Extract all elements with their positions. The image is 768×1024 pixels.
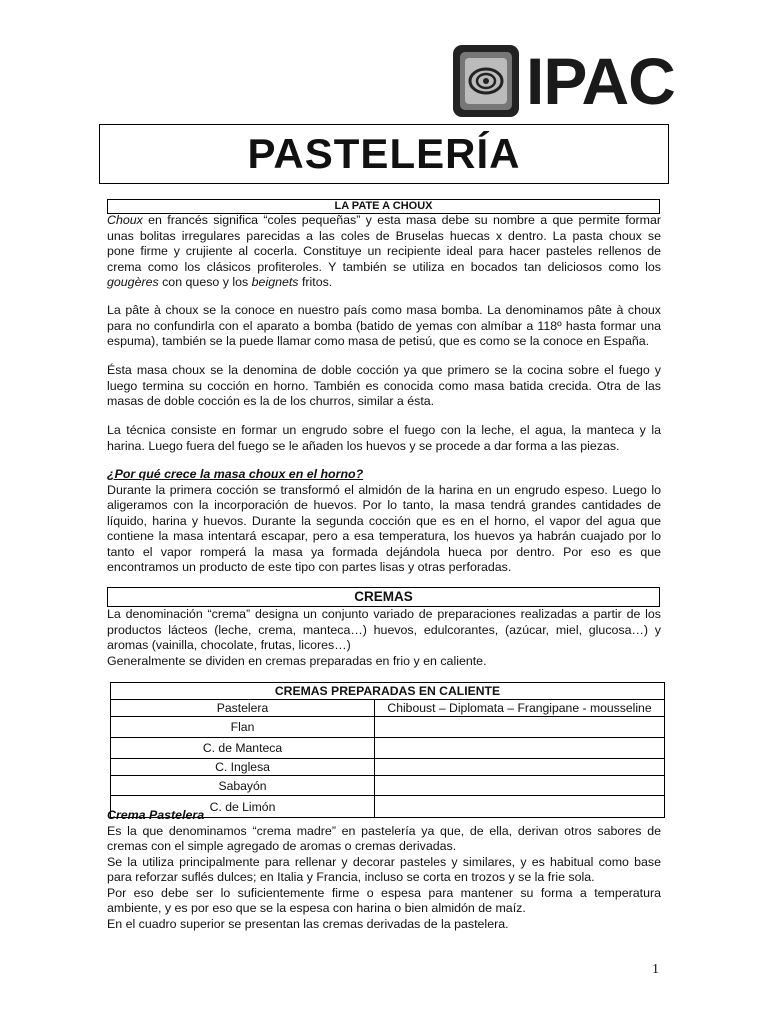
table-cell: C. Inglesa — [111, 759, 375, 776]
text-line: Generalmente se dividen en cremas preparadas en frio y en caliente. — [107, 653, 487, 668]
logo-text: IPAC — [526, 44, 675, 118]
beignets-term: beignets — [251, 275, 299, 289]
text-line: harina. Luego fuera del fuego se le añaden los huevos y se procede a dar forma a las piezas. — [107, 438, 620, 453]
choux-term: Choux — [107, 213, 143, 227]
cremas-heading: CREMAS — [107, 587, 660, 607]
table-cell — [375, 717, 665, 738]
text-line: aligeramos con la incorporación de huevos. Por lo tanto, la masa tendrá grandes cantidades de — [107, 498, 661, 512]
choux-paragraph-3 — [107, 363, 661, 410]
choux-heading: LA PATE A CHOUX — [107, 199, 660, 214]
choux-paragraph-4 — [107, 423, 661, 454]
text-line: aromas (vainilla, chocolate, frutas, licores…) — [107, 638, 351, 652]
text-line: espuma), también se la puede llamar como masa de petisú, que es como se la conoce en España. — [107, 334, 650, 348]
text-line: Se la utiliza principalmente para rellenar y decorar pasteles y similares, y es habitual como base — [107, 854, 661, 869]
table-cell: Chiboust – Diplomata – Frangipane - mousseline — [375, 700, 665, 717]
text-line: para no confundirla con el aparato a bomba (batido de yemas con almíbar a 118º hasta formar una — [107, 318, 661, 333]
text-line: unas bolitas irregulares parecidas a las coles de Bruselas huecas x dentro. La pasta choux se — [107, 228, 661, 243]
text-line — [107, 275, 661, 291]
text-span: en francés significa “coles pequeñas” y esta masa debe su nombre a que permite formar — [142, 213, 661, 227]
table-cell: C. de Manteca — [111, 738, 375, 759]
table-cell: Flan — [111, 717, 375, 738]
text-line: La denominación “crema” designa un conjunto variado de preparaciones realizadas a partir de los — [107, 607, 661, 621]
text-line: La pâte à choux se la conoce en nuestro país como masa bomba. La denominamos pâte à choux — [107, 303, 661, 317]
text-line: Por eso debe ser lo suficientemente firme o espesa para mantener su forma a temperatura — [107, 885, 661, 900]
table-row — [111, 759, 665, 776]
text-line: productos lácteos (leche, crema, manteca…) huevos, edulcorantes, (azúcar, miel, glucosa…) y — [107, 622, 661, 637]
table-row — [111, 776, 665, 796]
text-line: tanto el vapor romperá la masa ya formada dejándola hueca por dentro. Por eso es que — [107, 544, 661, 559]
text-span: fritos. — [298, 275, 333, 289]
ipac-emblem-icon — [452, 44, 520, 118]
pastelera-section — [107, 808, 661, 932]
text-line — [107, 213, 661, 229]
text-line: Ésta masa choux se la denomina de doble cocción ya que primero se la cocina sobre el fuego y — [107, 363, 661, 377]
table-header-row — [111, 683, 665, 700]
table-row — [111, 738, 665, 759]
text-span: con queso y los — [158, 275, 252, 289]
text-line: cremas con el simple agregado de aromas o cremas derivadas. — [107, 839, 457, 853]
table-cell — [375, 776, 665, 796]
table-cell: Pastelera — [111, 700, 375, 717]
page-title-box — [99, 124, 669, 184]
text-line: Durante la primera cocción se transformó el almidón de la harina en un engrudo espeso. Luego lo — [107, 482, 661, 497]
choux-paragraph-5 — [107, 467, 661, 576]
choux-question: ¿Por qué crece la masa choux en el horno? — [107, 467, 364, 481]
text-line: En el cuadro superior se presentan las cremas derivadas de la pastelera. — [107, 916, 509, 931]
table-cell — [375, 759, 665, 776]
text-line: masas de doble cocción es la de los churros, similar a ésta. — [107, 394, 435, 408]
page-title: PASTELERÍA — [247, 130, 521, 177]
table-row — [111, 700, 665, 717]
ipac-logo — [452, 44, 675, 122]
cremas-paragraph-1 — [107, 607, 661, 669]
text-line: líquido, harina y huevos. Durante la segunda cocción que es en el horno, el vapor del agua que — [107, 513, 661, 528]
page-number: 1 — [652, 962, 659, 977]
cremas-table — [110, 682, 665, 818]
table-cell — [375, 738, 665, 759]
text-line: ambiente, y es por eso que se la espesa con harina o bien almidón de maíz. — [107, 901, 526, 915]
gougeres-term: gougères — [107, 275, 159, 289]
choux-paragraph-2 — [107, 303, 661, 350]
table-row — [111, 717, 665, 738]
text-line: para reforzar suflés dulces; en Italia y Francia, incluso se corta en trozos y se la frie sola. — [107, 870, 595, 884]
text-line: Es la que denominamos “crema madre” en pastelería ya que, de ella, derivan otros sabores de — [107, 823, 661, 838]
table-cell: C. de Limón — [111, 796, 375, 818]
table-header: CREMAS PREPARADAS EN CALIENTE — [111, 683, 665, 700]
pastelera-title: Crema Pastelera — [107, 808, 205, 822]
table-cell: Sabayón — [111, 776, 375, 796]
choux-paragraph-1 — [107, 213, 661, 291]
text-line: La técnica consiste en formar un engrudo sobre el fuego con la leche, el agua, la manteca y la — [107, 423, 661, 437]
text-line: luego termina su cocción en horno. También es conocida como masa batida crecida. Otra de las — [107, 378, 661, 393]
text-line: contiene la masa intentará escapar, pero a esa temperatura, los huevos ya habrán cuajado por lo — [107, 529, 661, 543]
text-line: crema como los clásicos profiteroles. Y también se utiliza en bocados tan deliciosos como los — [107, 259, 661, 274]
text-line: pone firme y crujiente al cocerla. Constituye un recipiente ideal para hacer pasteles rellenos de — [107, 244, 661, 258]
text-line: encontramos un producto de este tipo con partes lisas y otras perforadas. — [107, 560, 512, 574]
